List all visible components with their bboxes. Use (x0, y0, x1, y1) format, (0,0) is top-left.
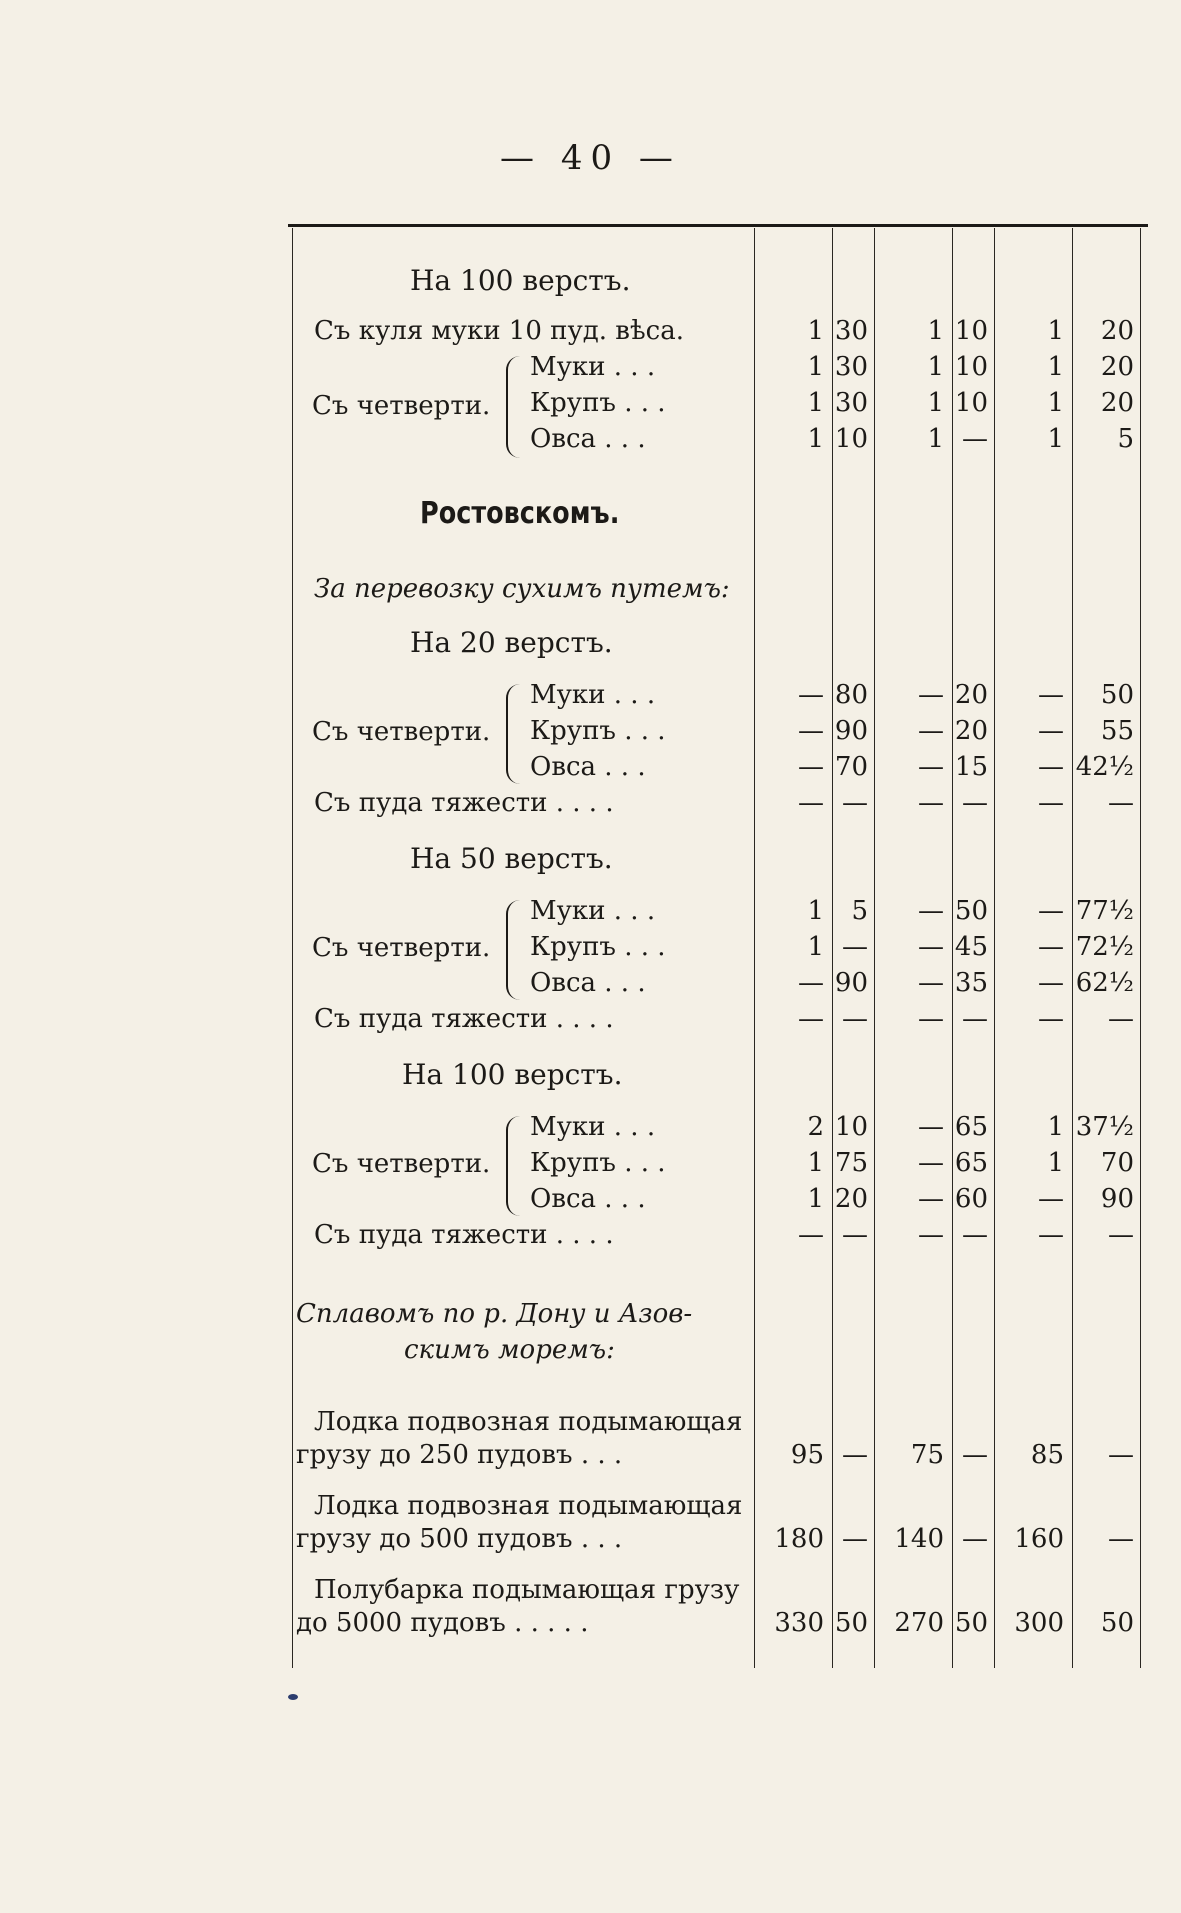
cell-value: 5 (1117, 424, 1134, 454)
cell-value: — (1038, 788, 1064, 818)
cell-value: 10 (834, 1112, 868, 1142)
tariff-table (288, 224, 1148, 1670)
cell-value: 1 (807, 896, 824, 926)
cell-value: — (1038, 1004, 1064, 1034)
cell-value: 1 (1047, 1148, 1064, 1178)
section-heading-20: На 20 верстъ. (410, 626, 613, 659)
boat-line1: Лодка подвозная подымающая (314, 1491, 743, 1521)
cell-value: — (918, 1220, 944, 1250)
cell-value: 2 (807, 1112, 824, 1142)
table-row (288, 424, 1148, 460)
cell-value: 1 (807, 352, 824, 382)
cell-value: 50 (954, 1608, 988, 1638)
cell-value: 1 (927, 388, 944, 418)
table-row (288, 1220, 1148, 1256)
cell-value: — (798, 1004, 824, 1034)
splav-heading-line2: скимъ моремъ: (404, 1335, 615, 1365)
cell-value: — (798, 752, 824, 782)
row-label: Съ пуда тяжести . . . . (314, 788, 614, 818)
cell-value: — (962, 1524, 988, 1554)
cell-value: 140 (894, 1524, 944, 1554)
cell-value: 10 (834, 424, 868, 454)
cell-value: — (842, 932, 868, 962)
cell-value: — (1038, 1184, 1064, 1214)
cell-value: — (1108, 1524, 1134, 1554)
cell-value: 10 (954, 316, 988, 346)
cell-value: 20 (834, 1184, 868, 1214)
table-top-rule (288, 224, 1148, 227)
cell-value: — (918, 968, 944, 998)
cell-value: — (1108, 1220, 1134, 1250)
table-row (288, 1184, 1148, 1220)
cell-value: — (1038, 968, 1064, 998)
cell-value: 1 (807, 424, 824, 454)
cell-value: — (918, 896, 944, 926)
chetverti-label: Съ четверти. (312, 933, 491, 963)
cell-value: 75 (910, 1440, 944, 1470)
chetverti-label: Съ четверти. (312, 1149, 491, 1179)
dry-route-heading (288, 574, 1148, 610)
cell-value: 35 (954, 968, 988, 998)
row-label: грузу до 250 пудовъ . . . (296, 1440, 623, 1470)
row-label: Съ пуда тяжести . . . . (314, 1220, 614, 1250)
section-heading-50: На 50 верстъ. (410, 842, 613, 875)
row-label: Муки . . . (530, 680, 656, 710)
row-label: до 5000 пудовъ . . . . . (296, 1608, 589, 1638)
cell-value: 1 (807, 932, 824, 962)
cell-value: 10 (954, 352, 988, 382)
cell-value: 77½ (1075, 896, 1134, 926)
dry-route-heading-text: За перевозку сухимъ путемъ: (314, 574, 730, 604)
cell-value: — (918, 788, 944, 818)
cell-value: — (798, 968, 824, 998)
table-row (288, 1524, 1148, 1560)
table-row (288, 388, 1148, 424)
cell-value: — (1038, 680, 1064, 710)
cell-value: — (962, 788, 988, 818)
cell-value: 1 (927, 352, 944, 382)
cell-value: 1 (1047, 352, 1064, 382)
row-label: Муки . . . (530, 1112, 656, 1142)
cell-value: — (1108, 788, 1134, 818)
section-heading-100: На 100 верстъ. (402, 1058, 623, 1091)
cell-value: — (918, 1004, 944, 1034)
row-label: Муки . . . (530, 352, 656, 382)
boat-line1: Лодка подвозная подымающая (314, 1407, 743, 1437)
cell-value: — (918, 752, 944, 782)
cell-value: — (918, 716, 944, 746)
cell-value: 180 (774, 1524, 824, 1554)
cell-value: — (798, 680, 824, 710)
page-number: — 40 — (500, 138, 681, 178)
row-label: Съ пуда тяжести . . . . (314, 1004, 614, 1034)
cell-value: 90 (1100, 1184, 1134, 1214)
table-row (288, 1440, 1148, 1476)
table-row (288, 1004, 1148, 1040)
cell-value: — (962, 424, 988, 454)
cell-value: 90 (834, 716, 868, 746)
cell-value: — (962, 1004, 988, 1034)
cell-value: — (798, 1220, 824, 1250)
cell-value: 10 (954, 388, 988, 418)
cell-value: 72½ (1075, 932, 1134, 962)
row-label: Крупъ . . . (530, 1148, 666, 1178)
cell-value: 30 (834, 388, 868, 418)
cell-value: 45 (954, 932, 988, 962)
table-row (288, 316, 1148, 352)
cell-value: — (842, 1004, 868, 1034)
table-row (288, 1112, 1148, 1148)
chetverti-label: Съ четверти. (312, 717, 491, 747)
cell-value: 50 (1100, 680, 1134, 710)
cell-value: 55 (1100, 716, 1134, 746)
cell-value: 90 (834, 968, 868, 998)
cell-value: — (962, 1440, 988, 1470)
row-label: Крупъ . . . (530, 388, 666, 418)
cell-value: 60 (954, 1184, 988, 1214)
cell-value: 1 (807, 388, 824, 418)
cell-value: 20 (1100, 352, 1134, 382)
cell-value: — (1038, 716, 1064, 746)
cell-value: 270 (894, 1608, 944, 1638)
row-label: Овса . . . (530, 1184, 646, 1214)
cell-value: 20 (954, 716, 988, 746)
cell-value: 70 (1100, 1148, 1134, 1178)
cell-value: 1 (927, 316, 944, 346)
row-label: Овса . . . (530, 968, 646, 998)
cell-value: 30 (834, 316, 868, 346)
cell-value: 1 (1047, 424, 1064, 454)
table-row (288, 896, 1148, 932)
table-row (288, 1148, 1148, 1184)
cell-value: — (798, 716, 824, 746)
cell-value: — (918, 680, 944, 710)
cell-value: 30 (834, 352, 868, 382)
cell-value: 95 (790, 1440, 824, 1470)
cell-value: 80 (834, 680, 868, 710)
table-row (288, 352, 1148, 388)
boat-line1: Полубарка подымающая грузу (314, 1575, 740, 1605)
cell-value: 42½ (1075, 752, 1134, 782)
cell-value: 65 (954, 1148, 988, 1178)
cell-value: 20 (1100, 316, 1134, 346)
cell-value: 20 (1100, 388, 1134, 418)
cell-value: — (918, 932, 944, 962)
cell-value: — (842, 1524, 868, 1554)
cell-value: — (962, 1220, 988, 1250)
table-row (288, 1608, 1148, 1644)
cell-value: 50 (1100, 1608, 1134, 1638)
section-title-rostov: Ростовскомъ. (420, 496, 620, 531)
row-label: Крупъ . . . (530, 932, 666, 962)
cell-value: 85 (1030, 1440, 1064, 1470)
cell-value: — (842, 1440, 868, 1470)
cell-value: 50 (834, 1608, 868, 1638)
table-row (288, 788, 1148, 824)
chetverti-label: Съ четверти. (312, 391, 491, 421)
cell-value: — (918, 1148, 944, 1178)
cell-value: — (1038, 932, 1064, 962)
cell-value: 300 (1014, 1608, 1064, 1638)
row-label: Муки . . . (530, 896, 656, 926)
section-heading-100-top: На 100 верстъ. (410, 264, 631, 297)
cell-value: 1 (1047, 388, 1064, 418)
row-label: Съ куля муки 10 пуд. вѣса. (314, 316, 684, 346)
cell-value: — (1108, 1004, 1134, 1034)
cell-value: 15 (954, 752, 988, 782)
ink-blot (288, 1694, 298, 1700)
row-label: грузу до 500 пудовъ . . . (296, 1524, 623, 1554)
cell-value: 37½ (1075, 1112, 1134, 1142)
cell-value: — (1038, 1220, 1064, 1250)
cell-value: 65 (954, 1112, 988, 1142)
cell-value: 330 (774, 1608, 824, 1638)
row-label: Крупъ . . . (530, 716, 666, 746)
table-row (288, 968, 1148, 1004)
cell-value: — (1038, 752, 1064, 782)
cell-value: 20 (954, 680, 988, 710)
cell-value: 62½ (1075, 968, 1134, 998)
row-label: Овса . . . (530, 424, 646, 454)
cell-value: 160 (1014, 1524, 1064, 1554)
table-row (288, 680, 1148, 716)
cell-value: 1 (807, 1184, 824, 1214)
cell-value: 5 (851, 896, 868, 926)
table-row (288, 932, 1148, 968)
cell-value: 50 (954, 896, 988, 926)
cell-value: 1 (807, 1148, 824, 1178)
cell-value: — (1108, 1440, 1134, 1470)
cell-value: 1 (807, 316, 824, 346)
cell-value: 75 (834, 1148, 868, 1178)
cell-value: 1 (927, 424, 944, 454)
cell-value: — (798, 788, 824, 818)
cell-value: — (918, 1184, 944, 1214)
cell-value: 70 (834, 752, 868, 782)
cell-value: — (842, 788, 868, 818)
cell-value: — (1038, 896, 1064, 926)
row-label: Овса . . . (530, 752, 646, 782)
splav-heading-line1: Сплавомъ по р. Дону и Азов- (296, 1299, 693, 1329)
cell-value: — (842, 1220, 868, 1250)
table-row (288, 716, 1148, 752)
cell-value: 1 (1047, 1112, 1064, 1142)
table-row (288, 752, 1148, 788)
cell-value: 1 (1047, 316, 1064, 346)
cell-value: — (918, 1112, 944, 1142)
